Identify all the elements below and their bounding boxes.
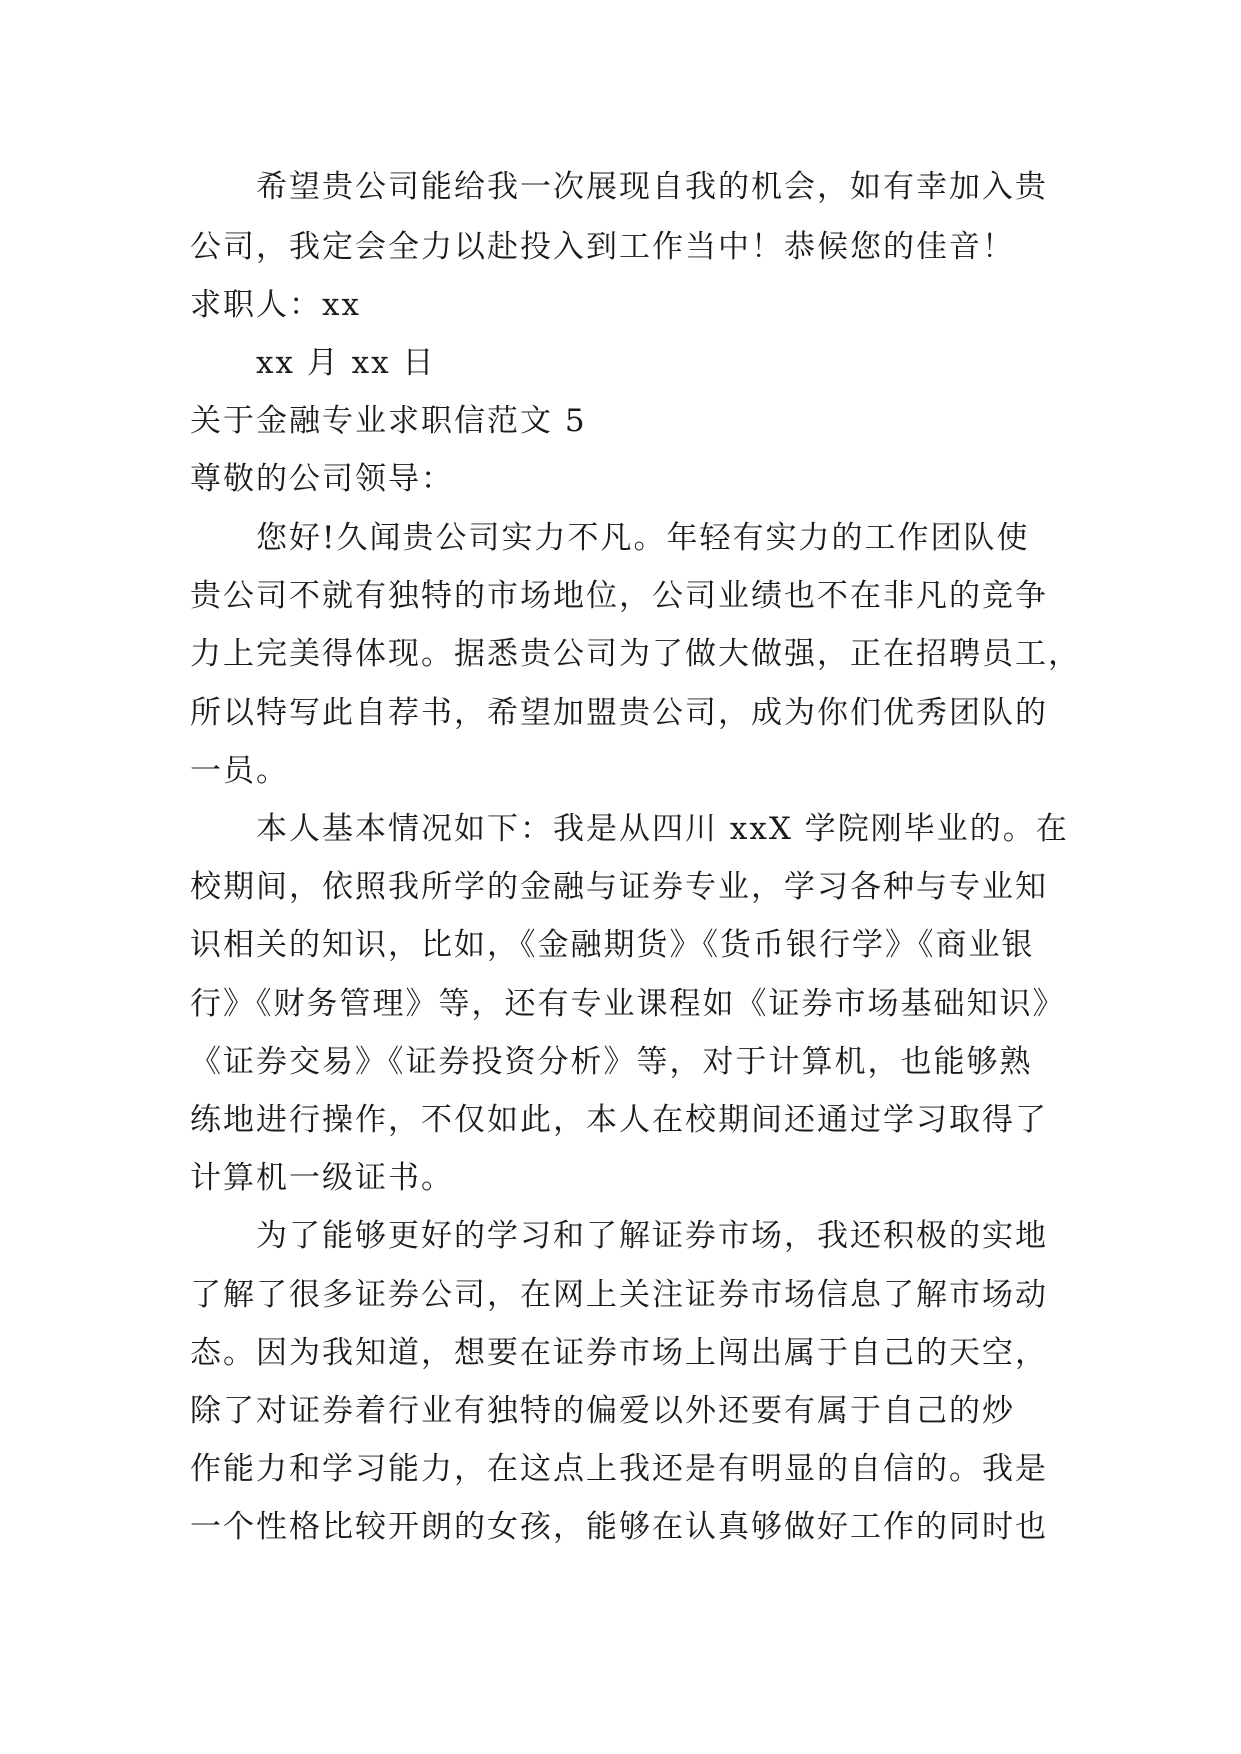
- paragraph-line: 计算机一级证书。: [190, 1160, 454, 1196]
- paragraph-line: 行》《财务管理》等，还有专业课程如《证券市场基础知识》: [190, 986, 1066, 1022]
- paragraph-line: 除了对证券着行业有独特的偏爱以外还要有属于自己的炒: [190, 1393, 1015, 1429]
- paragraph-line: 本人基本情况如下：我是从四川 xxX 学院刚毕业的。在: [256, 811, 1069, 847]
- paragraph-line: 校期间，依照我所学的金融与证券专业，学习各种与专业知: [190, 869, 1048, 905]
- closing-paragraph-line: 希望贵公司能给我一次展现自我的机会，如有幸加入贵: [256, 169, 1048, 205]
- closing-paragraph-line: 公司，我定会全力以赴投入到工作当中！恭候您的佳音！: [190, 229, 1015, 265]
- paragraph-line: 识相关的知识，比如，《金融期货》《货币银行学》《商业银: [190, 927, 1035, 963]
- paragraph-line: 作能力和学习能力，在这点上我还是有明显的自信的。我是: [190, 1451, 1048, 1487]
- paragraph-line: 贵公司不就有独特的市场地位，公司业绩也不在非凡的竞争: [190, 578, 1048, 614]
- paragraph-line: 了解了很多证券公司，在网上关注证券市场信息了解市场动: [190, 1277, 1048, 1313]
- section-title: 关于金融专业求职信范文 5: [190, 403, 587, 439]
- paragraph-line: 态。因为我知道，想要在证券市场上闯出属于自己的天空，: [190, 1335, 1048, 1371]
- paragraph-line: 一个性格比较开朗的女孩，能够在认真够做好工作的同时也: [190, 1509, 1048, 1545]
- paragraph-line: 所以特写此自荐书，希望加盟贵公司，成为你们优秀团队的: [190, 695, 1048, 731]
- paragraph-line: 《证券交易》《证券投资分析》等，对于计算机，也能够熟: [190, 1044, 1033, 1080]
- applicant-signature: 求职人：xx: [190, 287, 361, 323]
- signature-date: xx 月 xx 日: [256, 345, 436, 381]
- paragraph-line: 一员。: [190, 753, 289, 789]
- paragraph-line: 您好!久闻贵公司实力不凡。年轻有实力的工作团队使: [256, 520, 1030, 556]
- letter-salutation: 尊敬的公司领导：: [190, 461, 454, 497]
- paragraph-line: 练地进行操作，不仅如此，本人在校期间还通过学习取得了: [190, 1102, 1048, 1138]
- paragraph-line: 为了能够更好的学习和了解证券市场，我还积极的实地: [256, 1218, 1048, 1254]
- paragraph-line: 力上完美得体现。据悉贵公司为了做大做强，正在招聘员工，: [190, 636, 1081, 672]
